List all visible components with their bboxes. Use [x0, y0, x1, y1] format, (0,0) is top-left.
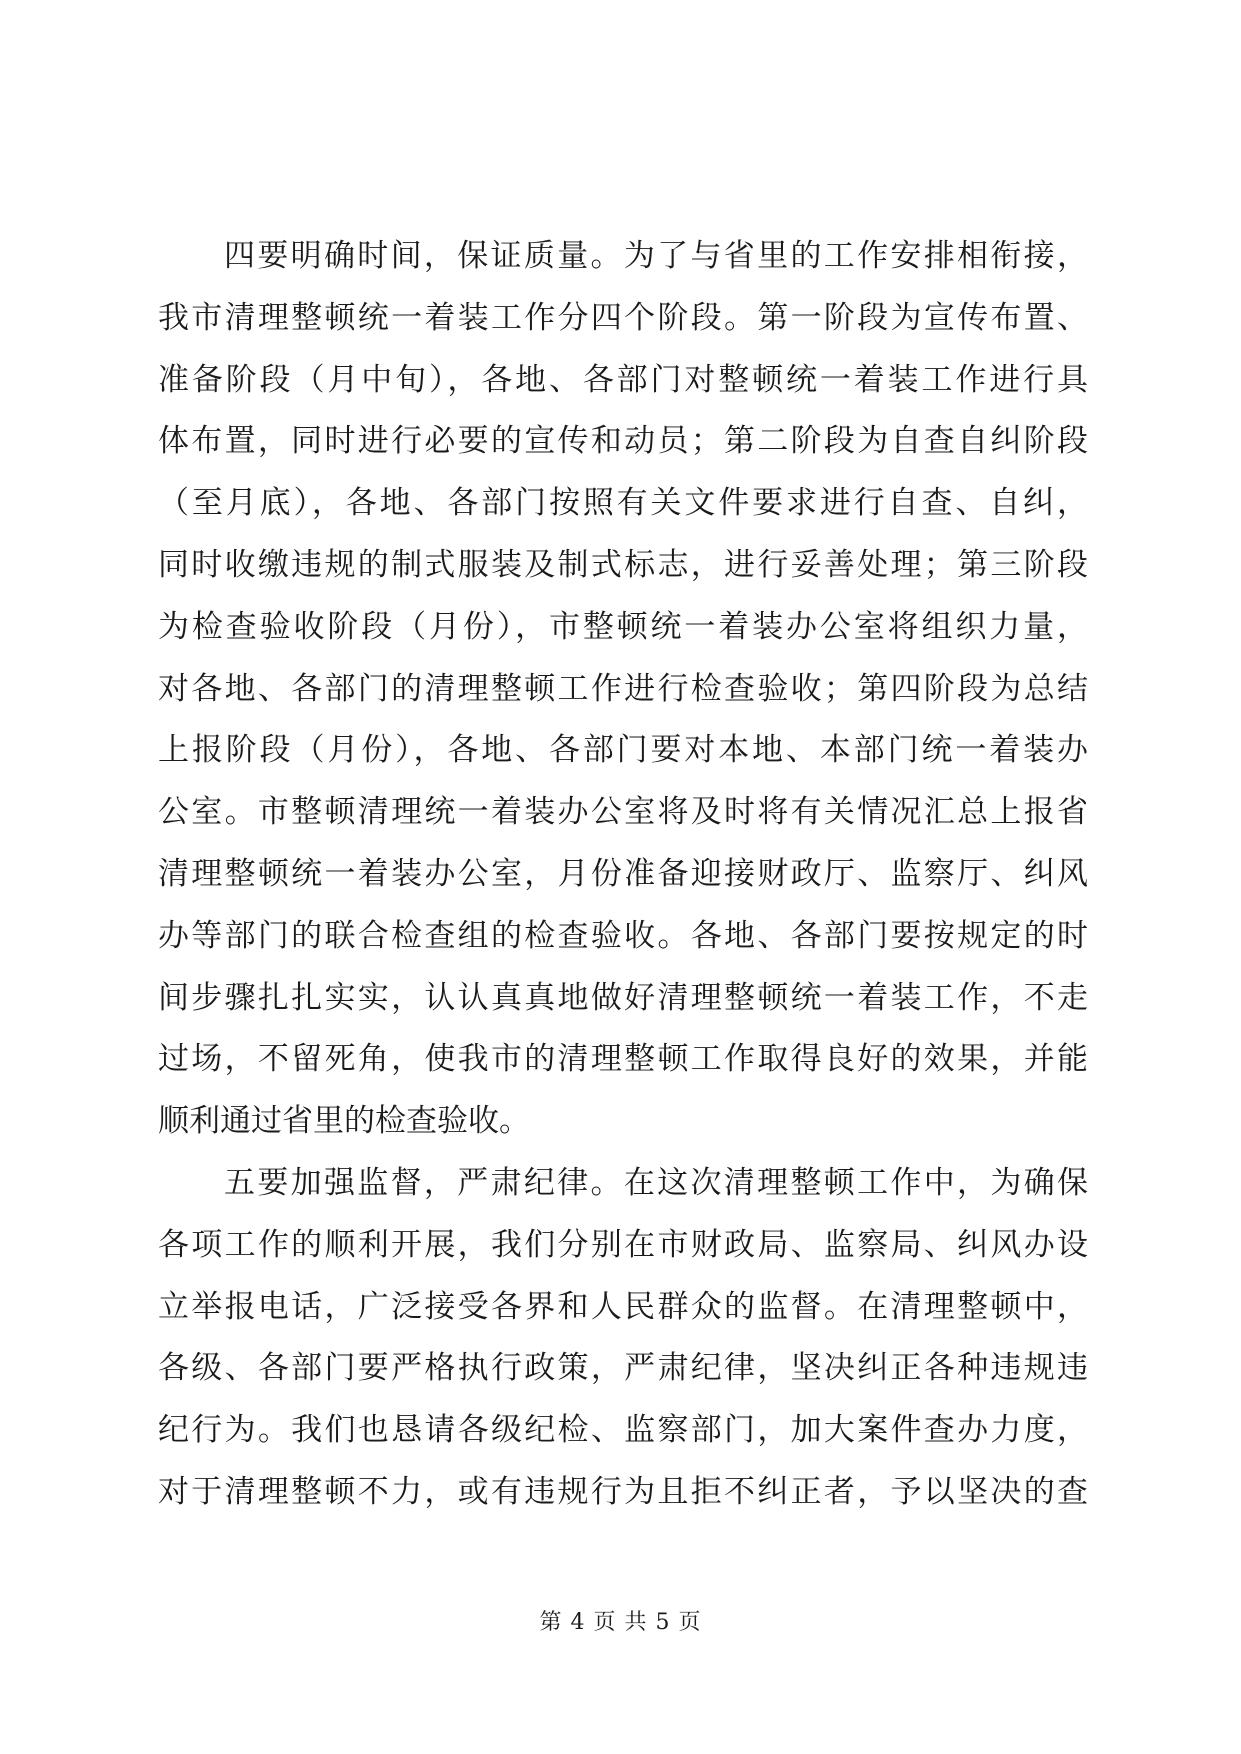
text-line: 清理整顿统一着装办公室，月份准备迎接财政厅、监察厅、纠风	[158, 855, 1088, 892]
text-line: 间步骤扎扎实实，认认真真地做好清理整顿统一着装工作，不走	[158, 979, 1088, 1016]
paragraph-timeline	[158, 226, 1088, 1153]
text-line: 体布置，同时进行必要的宣传和动员；第二阶段为自查自纠阶段	[158, 423, 1088, 460]
text-line: 过场，不留死角，使我市的清理整顿工作取得良好的效果，并能	[158, 1041, 1088, 1078]
text-line: 对于清理整顿不力，或有违规行为且拒不纠正者，予以坚决的查	[158, 1473, 1088, 1510]
text-line: 顺利通过省里的检查验收。	[158, 1103, 530, 1140]
text-line: 各级、各部门要严格执行政策，严肃纪律，坚决纠正各种违规违	[158, 1350, 1088, 1387]
text-line: 对各地、各部门的清理整顿工作进行检查验收；第四阶段为总结	[158, 670, 1088, 707]
text-line: 各项工作的顺利开展，我们分别在市财政局、监察局、纠风办设	[158, 1226, 1088, 1263]
text-line: 同时收缴违规的制式服装及制式标志，进行妥善处理；第三阶段	[158, 546, 1088, 583]
text-line: 办等部门的联合检查组的检查验收。各地、各部门要按规定的时	[158, 917, 1088, 954]
paragraph-supervision	[158, 1153, 1088, 1524]
body-text	[158, 226, 1088, 1524]
text-line: 公室。市整顿清理统一着装办公室将及时将有关情况汇总上报省	[158, 794, 1088, 831]
text-line: 为检查验收阶段（月份），市整顿统一着装办公室将组织力量，	[158, 608, 1088, 645]
text-line: 上报阶段（月份），各地、各部门要对本地、本部门统一着装办	[158, 732, 1088, 769]
text-line: 纪行为。我们也恳请各级纪检、监察部门，加大案件查办力度，	[158, 1412, 1088, 1449]
text-line: 四要明确时间，保证质量。为了与省里的工作安排相衔接，	[224, 238, 1088, 274]
text-line: 我市清理整顿统一着装工作分四个阶段。第一阶段为宣传布置、	[158, 299, 1088, 336]
text-line: 五要加强监督，严肃纪律。在这次清理整顿工作中，为确保	[224, 1164, 1088, 1201]
page-number: 第 4 页 共 5 页	[539, 1610, 702, 1635]
text-line: 准备阶段（月中旬），各地、各部门对整顿统一着装工作进行具	[158, 361, 1088, 398]
text-line: 立举报电话，广泛接受各界和人民群众的监督。在清理整顿中，	[158, 1288, 1088, 1325]
text-line: （至月底），各地、各部门按照有关文件要求进行自查、自纠，	[158, 485, 1088, 522]
page-footer	[0, 1608, 1241, 1638]
